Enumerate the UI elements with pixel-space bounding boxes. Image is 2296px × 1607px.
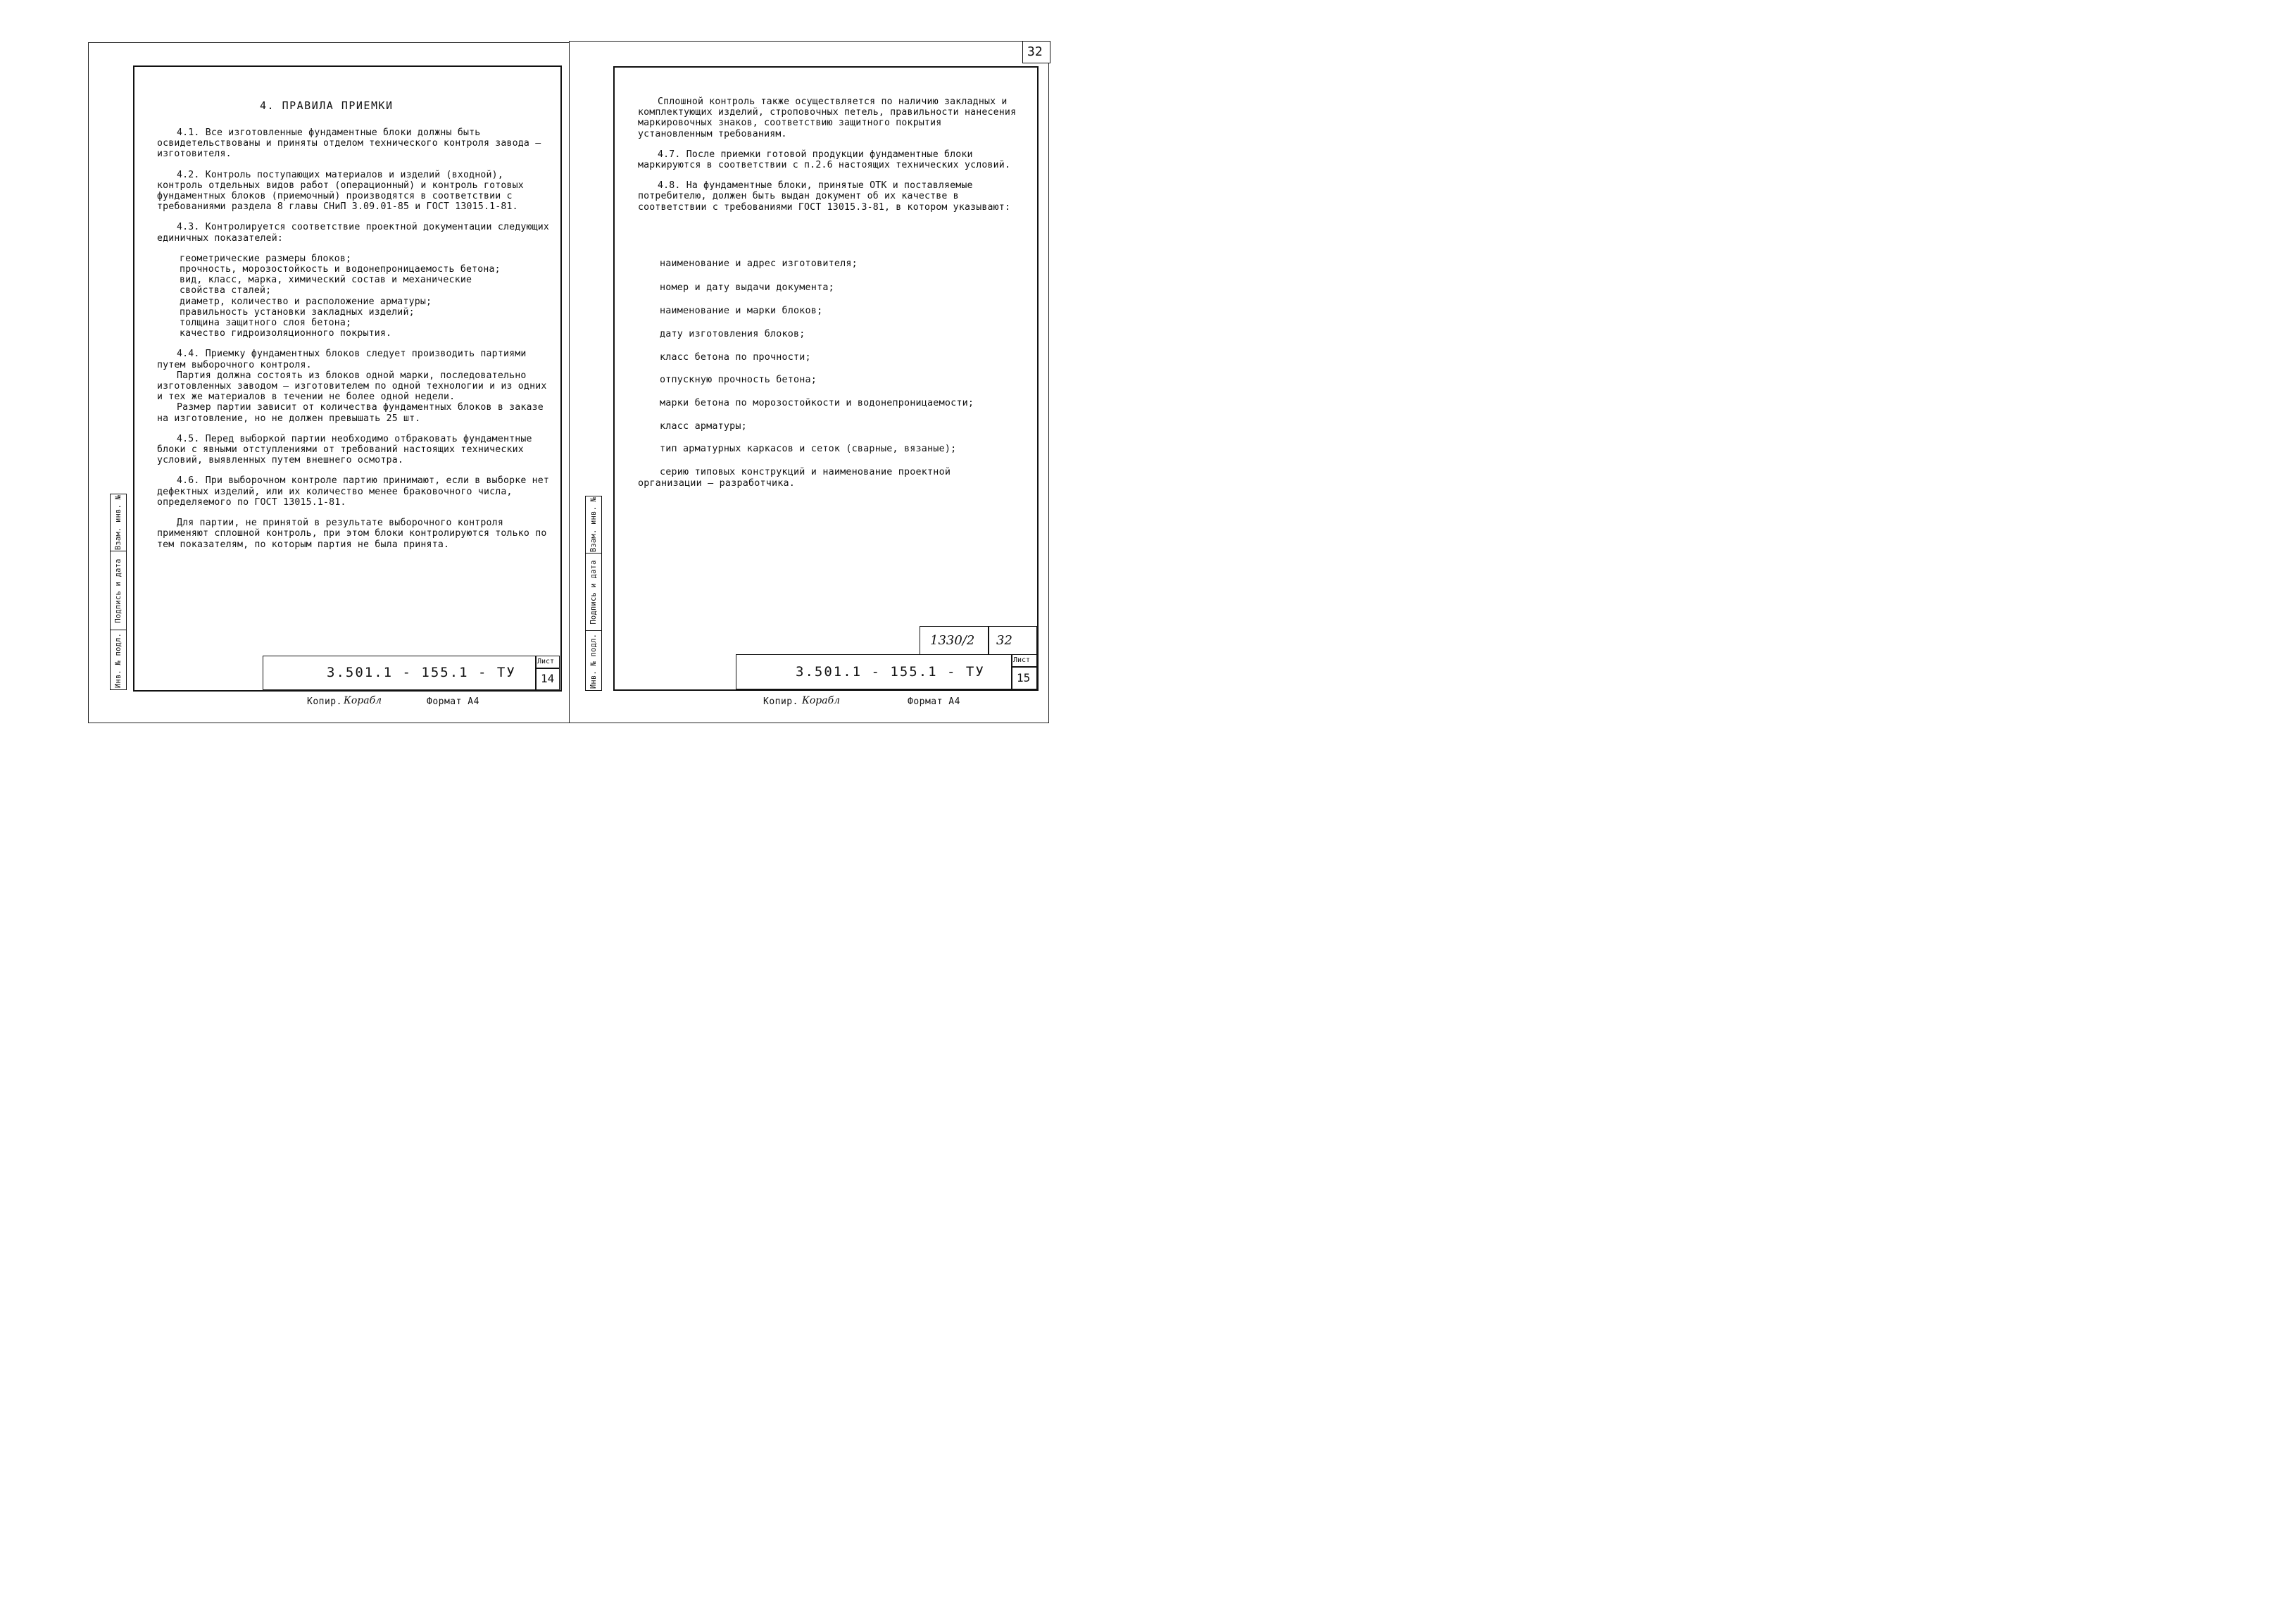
document-item: класс арматуры; (660, 421, 747, 432)
right-sheet (569, 41, 1049, 723)
paragraph-4-4: 4.4. Приемку фундаментных блоков следует производить партиями путем выборочного контроля. (157, 349, 527, 370)
document-code: 3.501.1 - 155.1 - ТУ (327, 665, 516, 680)
side-label-replacement: Взам. инв. № (114, 494, 123, 551)
paragraph-4-3: 4.3. Контролируется соответствие проектной документации следующих единичных показателей: (157, 222, 550, 244)
archive-number-box (920, 626, 1037, 656)
left-sheet (88, 42, 570, 723)
list-item: прочность, морозостойкость и водонепроницаемость бетона; (180, 264, 501, 275)
list-item: вид, класс, марка, химический состав и механические (180, 275, 472, 286)
list-item: правильность установки закладных изделий; (180, 306, 415, 318)
sheet-number: 14 (541, 672, 555, 685)
right-side-stamp (585, 496, 602, 691)
page-number-box: 32 (1022, 41, 1050, 63)
left-body-text (157, 127, 555, 560)
right-title-block (736, 654, 1037, 689)
list-item: геометрические размеры блоков; (180, 253, 352, 264)
document-item: тип арматурных каркасов и сеток (сварные, вязаные); (660, 444, 957, 454)
archive-sheet: 32 (996, 633, 1012, 648)
paragraph-4-8: 4.8. На фундаментные блоки, принятые ОТК и поставляемые потребителю, должен быть выдан документ об их качестве в соответствии с требованиями ГОСТ 13015.3-81, в котором указывают: (638, 180, 1011, 213)
paragraph-4-4-batch: Партия должна состоять из блоков одной марки, последовательно изготовленных заводом – изготовителем по одной технологии и из одних и тех же материалов в течении не более одной недели. (157, 370, 547, 403)
sheet-number: 15 (1017, 671, 1031, 684)
footer-copy-label: Копир. (307, 696, 342, 707)
left-title-block (263, 656, 560, 690)
footer-signature: Корабл (802, 695, 841, 706)
list-item: толщина защитного слоя бетона; (180, 318, 352, 329)
document-item: наименование и адрес изготовителя; (660, 258, 858, 269)
document-item: дату изготовления блоков; (660, 329, 805, 339)
document-item: наименование и марки блоков; (660, 306, 823, 316)
sheet-label: Лист (1013, 656, 1031, 664)
paragraph-4-6-rejected: Для партии, не принятой в результате выборочного контроля применяют сплошной контроль, при этом блоки контролируются только по тем показателям, по которым партия не была принята. (157, 518, 547, 550)
paragraph-4-6: 4.6. При выборочном контроле партию принимают, если в выборке нет дефектных изделий, или их количество менее браковочного числа, определяемого по ГОСТ 13015.1-81. (157, 475, 550, 508)
document-item: организации – разработчика. (638, 478, 796, 489)
footer-signature: Корабл (344, 695, 382, 706)
document-code: 3.501.1 - 155.1 - ТУ (796, 664, 985, 680)
sheet-label: Лист (537, 658, 555, 665)
section-title: 4. ПРАВИЛА ПРИЕМКИ (260, 99, 394, 112)
indicator-list (157, 254, 555, 339)
paragraph-4-5: 4.5. Перед выборкой партии необходимо отбраковать фундаментные блоки с явными отступлениями от требований настоящих технических условий, выявленных путем внешнего осмотра. (157, 433, 532, 466)
document-item: серию типовых конструкций и наименование проектной (660, 467, 951, 477)
paragraph-4-4-size: Размер партии зависит от количества фундаментных блоков в заказе на изготовление, но не должен превышать 25 шт. (157, 402, 544, 424)
document-item: номер и дату выдачи документа; (660, 282, 834, 293)
left-side-stamp (110, 494, 127, 690)
archive-number: 1330/2 (930, 633, 975, 648)
right-body-text (638, 96, 1022, 223)
list-item: качество гидроизоляционного покрытия. (180, 328, 392, 339)
list-item: свойства сталей; (180, 285, 272, 296)
document-item: марки бетона по морозостойкости и водонепроницаемости; (660, 398, 974, 408)
list-item: диаметр, количество и расположение арматуры; (180, 296, 432, 307)
footer-format: Формат А4 (427, 696, 479, 707)
paragraph-4-7: 4.7. После приемки готовой продукции фундаментные блоки маркируются в соответствии с п.2.6 настоящих технических условий. (638, 149, 1011, 171)
paragraph-continuous-control: Сплошной контроль также осуществляется по наличию закладных и комплектующих изделий, строповочных петель, правильности нанесения маркировочных знаков, соответствию защитного покрытия установленным требованиям. (638, 96, 1017, 139)
document-item: отпускную прочность бетона; (660, 375, 817, 385)
footer-format: Формат А4 (908, 696, 960, 707)
side-label-signature: Подпись и дата (114, 558, 123, 623)
footer-copy-label: Копир. (763, 696, 798, 707)
side-label-original: Инв. № подл. (114, 632, 123, 688)
side-label-signature: Подпись и дата (589, 560, 598, 625)
paragraph-4-1: 4.1. Все изготовленные фундаментные блоки должны быть освидетельствованы и приняты отделом технического контроля завода – изготовителя. (157, 127, 541, 160)
side-label-original: Инв. № подл. (589, 633, 598, 689)
side-label-replacement: Взам. инв. № (589, 496, 598, 553)
paragraph-4-2: 4.2. Контроль поступающих материалов и изделий (входной), контроль отдельных видов работ (операционный) и контроль готовых фундаментных блоков (приемочный) производятся в соответствии с требованиями раздела 8 главы СНиП 3.09.01-85 и ГОСТ 13015.1-81. (157, 169, 524, 213)
document-item: класс бетона по прочности; (660, 352, 811, 363)
